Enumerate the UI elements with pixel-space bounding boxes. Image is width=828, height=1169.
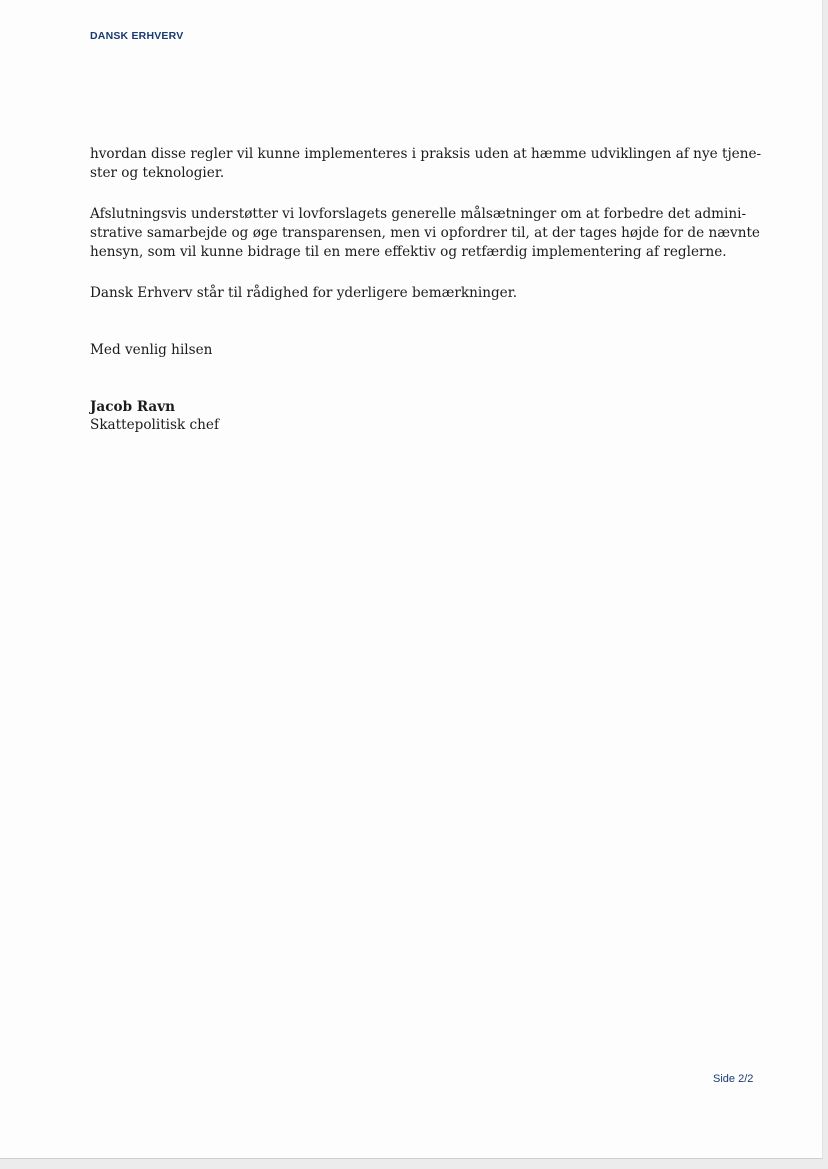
paragraph-1 [90, 145, 762, 183]
paragraph-1-line: ster og teknologier. [90, 165, 225, 181]
paragraph-1-line: hvordan disse regler vil kunne implementeres i praksis uden at hæmme udviklingen af nye tjene- [90, 146, 762, 162]
paragraph-2-line: strative samarbejde og øge transparensen, men vi opfordrer til, at der tages højde for de nævnte [90, 225, 760, 241]
signature-name: Jacob Ravn [90, 399, 176, 415]
closing-greeting: Med venlig hilsen [90, 342, 213, 358]
page-number: Side 2/2 [713, 1073, 754, 1085]
paragraph-2-line: Afslutningsvis understøtter vi lovforslagets generelle målsætninger om at forbedre det admini- [90, 206, 747, 222]
paragraph-3 [90, 284, 730, 303]
paragraph-2 [90, 205, 760, 262]
paragraph-3-line: Dansk Erhverv står til rådighed for yderligere bemærkninger. [90, 285, 518, 301]
signature-title: Skattepolitisk chef [90, 417, 219, 433]
paragraph-2-line: hensyn, som vil kunne bidrage til en mere effektiv og retfærdig implementering af reglerne. [90, 244, 727, 260]
header-brand: DANSK ERHVERV [90, 30, 184, 42]
